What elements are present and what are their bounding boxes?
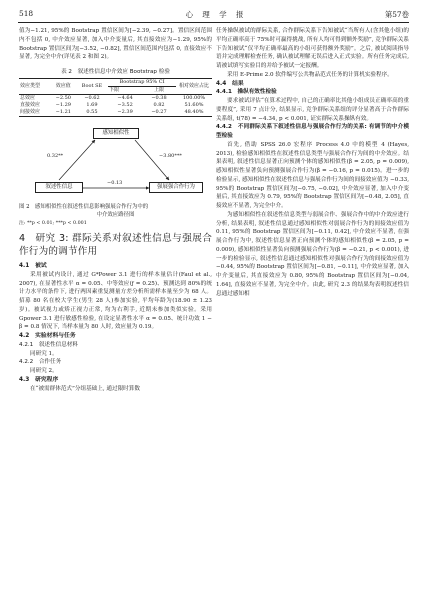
paragraph: 同研究 1。 [30,350,58,357]
coef-a: 0.32** [47,153,64,159]
page-number: 518 [19,9,34,18]
coef-c: −0.13 [107,180,123,186]
coef-b: −3.80*** [159,153,182,159]
table-header: 下限 [109,87,120,93]
table-title: 表 2 叙述性信息中介效应 Bootstrap 检验 [61,69,170,75]
table-row: 总效应 −2.50 −0.62 −4.64 −0.38 100.00% [20,95,206,101]
heading: 4.3 研究程序 [19,376,59,383]
table-header: 相对效应占比 [178,83,209,89]
subheading: 4.4.2 不同群际关系下叙述性信息与强展合作行为的关系: 有调节的中介模型检验 [216,124,409,139]
heading: 4.1 被试 [19,263,47,269]
paragraph: 要求被试评估“在算术过程中, 自己的正确率比其他小组成员正确率高的重要程度”, 采用 7 点计分, 结果显示, 竞争群际关系组的评分显著高于合作群际关系组, t(78) = −4.34, p < 0.001, 证实群际关系操纵有效。 [216,98,409,122]
table-header: Boot SE [81,83,103,89]
paragraph: 在“被需群体范式”分组基础上, 通过限时算数 [30,385,140,392]
paragraph: 首先, 借助 SPSS 26.0 宏程序 Process 4.0 中的模型 4 (Hayes, 2013), 检验感知相似性在叙述性信息类型与强展合作行为间的中介效应。结果表明, 叙述性信息显著正向预测个体的感知相似性(β = 2.05, p = 0.009), 感知相似性显著负向预测强展合作行为(β = −0.16, p = 0.015)。进一步的检验显示, 感知相似性在叙述性信息与强展合作行为间的间接效应值为 −0.33, 95%的 Bootstrap 置信区间为[−0.75, −0.02], 中介效应显著, 加入中介变量后, 其直接效应为 0.79, 95%的 Bootstrap 置信区间为[−0.48, 2.05], 直接效应不显著, 为完全中介。 [216,141,409,209]
table-row: 直接效应 −1.29 1.69 −3.52 0.82 51.60% [20,102,204,108]
predictor-box: 叙述性信息 [35,182,83,193]
paragraph: 值为−1.21, 95%的 Bootstrap 置信区间为[−2.39, −0.27]。置信区间范围内不包括 0, 中介效应显著, 加入中介变量后, 其直接效应为−1.29, 95%的 Bootstrap 置信区间为[−3.52, −0.82], 置信区间范围内包括 0, 直接效应不显著, 为完全中介(详见表 2 和图 2)。 [19,28,212,61]
section-title: 4 研究 3: 群际关系对叙述性信息与强展合作行为的调节作用 [19,233,212,257]
paragraph: 任务操纵被试的群际关系, 合作群际关系下告知被试“当所有人(含其他小组)的平均正确率高于 75%时可赢得挑战, 所有人均可得到额外奖励”, 竞争群际关系下告知被试“仅平均正确率最高的小组可获得额外奖励”。之后, 被试阅读指导语并完成理解检查任务, 确认被试理解无误后进入正式实验。所有任务完成后, 请被试填写实验目的并给予被试一定报酬。 [216,28,409,69]
volume-label: 第57卷 [384,10,409,19]
table-header: 效应值 [55,83,71,89]
mediator-box: 感知相似性 [93,128,139,139]
paragraph: 采用被试内设计, 通过 G*Power 3.1 进行的样本量估计(Faul et al., 2007), 在显著性水平 α = 0.05、中等效应(ƒ = 0.25)、预测达到 80%的统计力水平的条件下, 进行两因素重复测量方差分析所需样本量至少为 68 人。招募 80 名在校大学生(男生 28 人)参加实验, 平均年龄为(18.90 ± 1.23 岁)。被试视力或矫正视力正常, 均为右利手, 近期未参加类似实验。采用 Gpower 3.1 进行敏感性检验, 在设定显著性水平 α = 0.05、统计功效 1 − β = 0.8 情况下, 当样本量为 80 人时, 效应量为 0.19。 [19,271,212,331]
table-row: 间接效应 −1.21 0.55 −2.39 −0.27 48.40% [19,109,212,117]
header-rule [18,22,409,23]
heading: 4.4 结果 [216,80,244,87]
mediation-diagram [19,125,212,201]
table-group-header: Bootstrap 95% CI [108,79,176,87]
heading: 4.2 实验材料与任务 [19,333,76,339]
figure-note: 注: **p < 0.01; ***p < 0.001 [19,221,87,226]
path-a-arrow [59,140,95,180]
subheading: 4.2.1 叙述性信息材料 [19,341,78,348]
subheading: 4.2.2 合作任务 [19,359,62,366]
outcome-box: 强展强合作行为 [149,182,203,193]
table-header: 效应类型 [20,83,41,89]
figure-caption: 图 2 感知相似性在叙述性信息影响强展合作行为中的 中介效应路径图 [19,204,149,218]
paragraph: 采用 E-Prime 2.0 软件编写公共物品范式任务的计算机实验程序。 [227,71,393,78]
paragraph: 同研究 2。 [30,368,58,374]
subheading: 4.4.1 操纵有效性检验 [216,89,277,96]
right-column [216,27,409,298]
paragraph: 为感知相似性在叙述性信息类型与弱展合作、强展合作中的中介效应进行分析, 结果表明, 叙述性信息通过感知相似性对弱展合作行为的间接效应值为 0.11, 95%的 Bootstrap 置信区间为[−0.11, 0.42], 中介效应不显著, 在强展合作行为中, 叙述性信息显著正向预测个体的感知相似性(β = 2.05, p = 0.009), 感知相似性显著负向预测强展合作行为(β = −0.21, p < 0.001), 进一步的检验显示, 叙述性信息通过感知相似性对强展合作行为的间接效应值为 −0.44, 95%的 Bootstrap 置信区间为[−0.81, −0.11], 中介效应显著, 加入中介变量后, 其直接效应为 0.80, 95%的 Bootstrap 置信区间为[−0.04, 1.64], 直接效应不显著, 为完全中介。由此, 研究 2.3 的结果均表明叙述性信息通过感知相 [216,211,409,297]
bootstrap-table [19,78,212,117]
table-header: 上限 [154,87,165,93]
left-column [19,27,212,393]
journal-title: 心 理 学 报 [185,10,245,19]
path-b-arrow [135,140,169,180]
